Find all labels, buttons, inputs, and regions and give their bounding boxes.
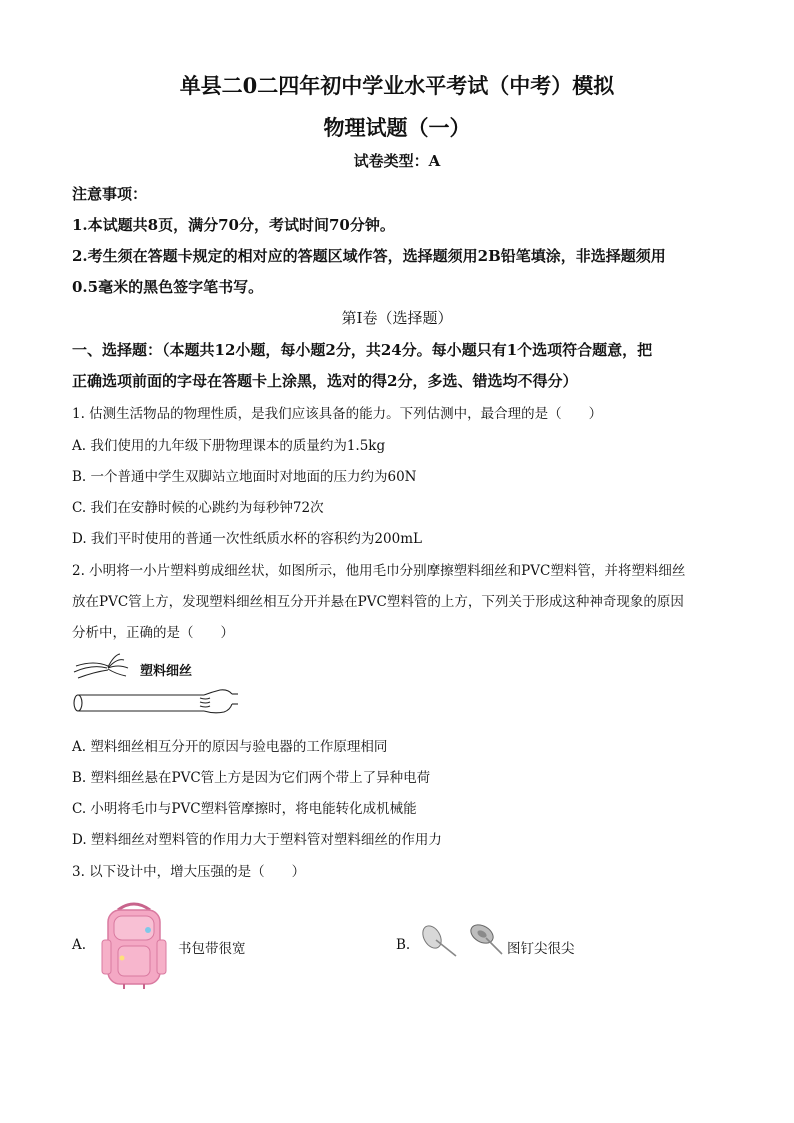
notice-item-2-line-2: 0.5毫米的黑色签字笔书写。 [72, 278, 264, 296]
paper-type: 试卷类型：A [353, 152, 441, 170]
q1-option-d: D. 我们平时使用的普通一次性纸质水杯的容积约为200mL [72, 531, 422, 547]
q3-stem: 3. 以下设计中，增大压强的是（ ） [72, 864, 306, 880]
exam-subtitle: 物理试题（一） [323, 115, 471, 140]
backpack-image [100, 900, 168, 990]
q2-option-c: C. 小明将毛巾与PVC塑料管摩擦时，将电能转化成机械能 [72, 801, 417, 817]
part1-instruction-line-1: 一、选择题：（本题共12小题，每小题2分，共24分。每小题只有1个选项符合题意，把 [72, 341, 653, 359]
q2-stem-line-3: 分析中，正确的是（ ） [72, 625, 234, 641]
q1-option-c: C. 我们在安静时候的心跳约为每秒钟72次 [72, 500, 324, 516]
q3-option-a-letter: A. [72, 937, 87, 953]
q1-option-a: A. 我们使用的九年级下册物理课本的质量约为1.5kg [72, 438, 386, 454]
figure-label-plastic-strands: 塑料细丝 [140, 664, 193, 679]
thumbtack-image [416, 920, 508, 962]
q3-option-b-letter: B. [396, 937, 411, 953]
volume-title: 第Ⅰ卷（选择题） [341, 309, 453, 327]
thumbtack-icon [416, 920, 508, 962]
q1-option-b: B. 一个普通中学生双脚站立地面时对地面的压力约为60N [72, 469, 417, 485]
exam-title: 单县二0二四年初中学业水平考试（中考）模拟 [179, 73, 615, 98]
backpack-icon [100, 900, 168, 990]
notice-item-2-line-1: 2.考生须在答题卡规定的相对应的答题区域作答，选择题须用2B铅笔填涂，非选择题须用 [72, 247, 666, 265]
notice-item-1: 1.本试题共8页，满分70分，考试时间70分钟。 [72, 216, 395, 234]
q2-option-d: D. 塑料细丝对塑料管的作用力大于塑料管对塑料细丝的作用力 [72, 832, 442, 848]
q3-option-b-caption: 图钉尖很尖 [507, 941, 575, 957]
notice-heading: 注意事项： [72, 185, 148, 203]
part1-instruction-line-2: 正确选项前面的字母在答题卡上涂黑，选对的得2分，多选、错选均不得分） [72, 372, 578, 390]
q2-stem-line-2: 放在PVC管上方，发现塑料细丝相互分开并悬在PVC塑料管的上方，下列关于形成这种神奇现象的原因 [72, 594, 684, 610]
q2-stem-line-1: 2. 小明将一小片塑料剪成细丝状，如图所示，他用毛巾分别摩擦塑料细丝和PVC塑料管，并将塑料细丝 [72, 563, 686, 579]
q1-stem: 1. 估测生活物品的物理性质，是我们应该具备的能力。下列估测中，最合理的是（ ） [72, 406, 603, 422]
q2-option-b: B. 塑料细丝悬在PVC管上方是因为它们两个带上了异种电荷 [72, 770, 431, 786]
q3-option-a-caption: 书包带很宽 [178, 941, 246, 957]
q2-option-a: A. 塑料细丝相互分开的原因与验电器的工作原理相同 [72, 739, 388, 755]
